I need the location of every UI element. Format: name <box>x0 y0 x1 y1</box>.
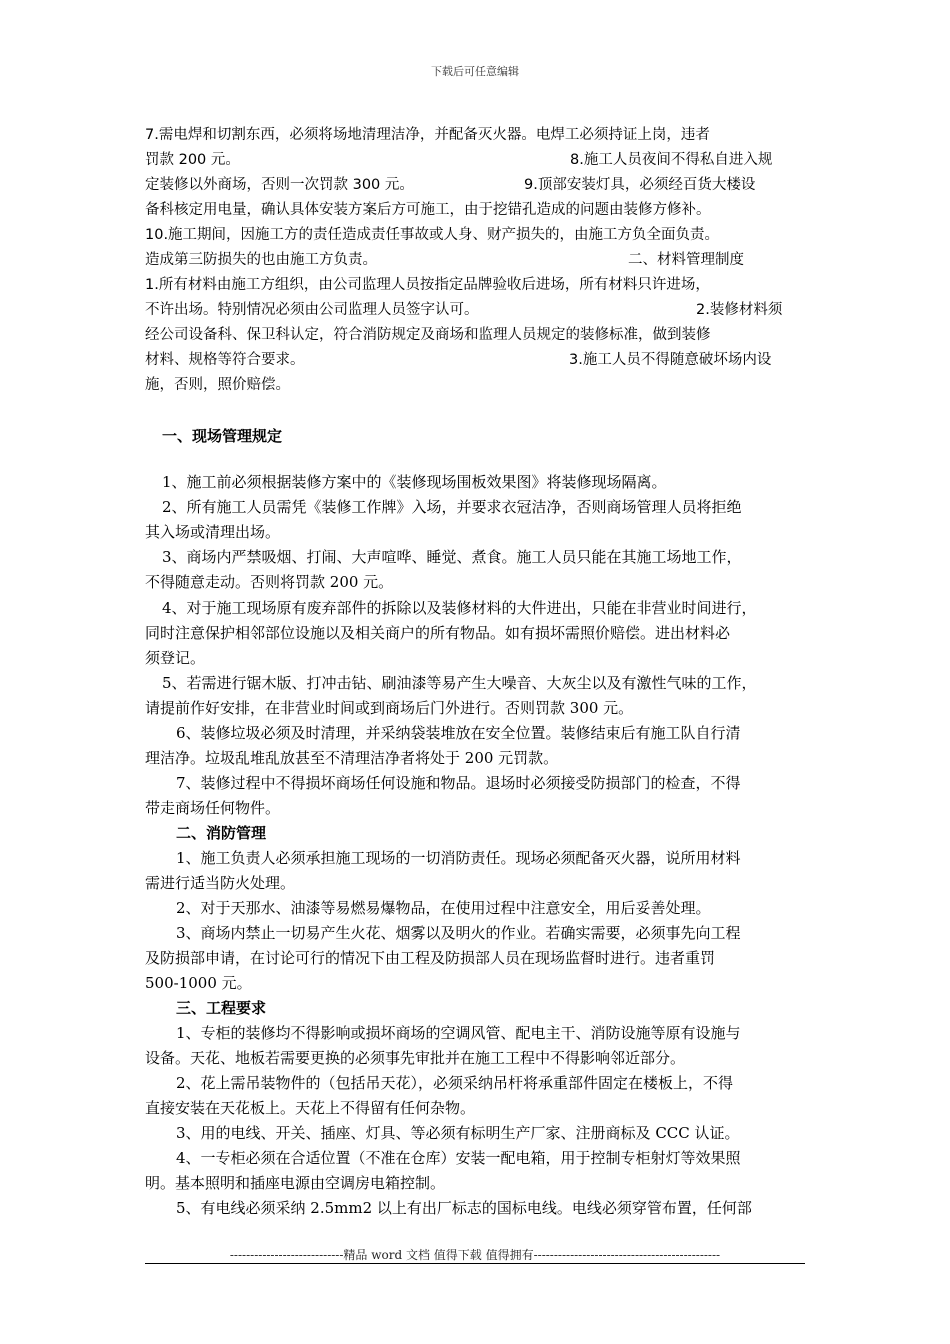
text-line: 7.需电焊和切割东西，必须将场地清理洁净，并配备灭火器。电焊工必须持证上岗，违者 <box>145 127 710 143</box>
paragraph-line: 6、装修垃圾必须及时清理，并采纳袋装堆放在安全位置。装修结束后有施工队自行清 <box>176 724 741 742</box>
paragraph-line: 3、商场内禁止一切易产生火花、烟雾以及明火的作业。若确实需要，必须事先向工程 <box>176 924 741 942</box>
paragraph-line: 2、所有施工人员需凭《装修工作牌》入场，并要求衣冠洁净，否则商场管理人员将拒绝 <box>162 498 742 516</box>
paragraph-line: 其入场或清理出场。 <box>145 523 281 541</box>
paragraph-line: 不得随意走动。否则将罚款 200 元。 <box>145 573 394 591</box>
paragraph-line: 理洁净。垃圾乱堆乱放甚至不清理洁净者将处于 200 元罚款。 <box>145 749 559 767</box>
text-line: 不许出场。特别情况必须由公司监理人员签字认可。 <box>145 302 479 318</box>
section-title: 三、工程要求 <box>176 999 267 1017</box>
paragraph-line: 5、若需进行锯木版、打冲击钻、刷油漆等易产生大噪音、大灰尘以及有激性气味的工作， <box>162 674 757 692</box>
text-line: 施，否则，照价赔偿。 <box>145 377 290 393</box>
paragraph-line: 直接安装在天花板上。天花上不得留有任何杂物。 <box>145 1099 476 1117</box>
paragraph-line: 3、商场内严禁吸烟、打闹、大声喧哗、睡觉、煮食。施工人员只能在其施工场地工作， <box>162 548 742 566</box>
text-line: 10.施工期间，因施工方的责任造成责任事故或人身、财产损失的，由施工方负全面负责。 <box>145 227 720 243</box>
paragraph-line: 明。基本照明和插座电源由空调房电箱控制。 <box>145 1174 446 1192</box>
text-line: 2.装修材料须 <box>696 302 783 318</box>
paragraph-line: 2、花上需吊装物件的（包括吊天花），必须采纳吊杆将承重部件固定在楼板上，不得 <box>176 1074 734 1092</box>
text-line: 1.所有材料由施工方组织，由公司监理人员按指定品牌验收后进场，所有材料只许进场， <box>145 277 710 293</box>
paragraph-line: 设备。天花、地板若需要更换的必须事先审批并在施工工程中不得影响邻近部分。 <box>145 1049 686 1067</box>
section-heading-inline: 二、材料管理制度 <box>628 252 744 268</box>
paragraph-line: 1、施工前必须根据装修方案中的《装修现场围板效果图》将装修现场隔离。 <box>162 473 667 491</box>
text-line: 罚款 200 元。 <box>145 152 240 168</box>
text-line: 8.施工人员夜间不得私自进入规 <box>570 152 773 168</box>
paragraph-line: 带走商场任何物件。 <box>145 799 281 817</box>
paragraph-line: 4、一专柜必须在合适位置（不准在仓库）安装一配电箱，用于控制专柜射灯等效果照 <box>176 1149 741 1167</box>
section-title: 二、消防管理 <box>176 824 267 842</box>
paragraph-line: 同时注意保护相邻部位设施以及相关商户的所有物品。如有损坏需照价赔偿。进出材料必 <box>145 624 731 642</box>
paragraph-line: 5、有电线必须采纳 2.5mm2 以上有出厂标志的国标电线。电线必须穿管布置，任何部 <box>176 1199 752 1217</box>
footer-rule <box>145 1263 805 1264</box>
page-footer: ----------------------------精品 word 文档 值得下载 值得拥有---------------------------------------------- <box>229 1248 721 1262</box>
text-line: 9.顶部安装灯具，必须经百货大楼设 <box>524 177 756 193</box>
text-line: 材料、规格等符合要求。 <box>145 352 305 368</box>
paragraph-line: 7、装修过程中不得损坏商场任何设施和物品。退场时必须接受防损部门的检查，不得 <box>176 774 741 792</box>
text-line: 经公司设备科、保卫科认定，符合消防规定及商场和监理人员规定的装修标准，做到装修 <box>145 327 711 343</box>
paragraph-line: 1、施工负责人必须承担施工现场的一切消防责任。现场必须配备灭火器，说所用材料 <box>176 849 741 867</box>
paragraph-line: 需进行适当防火处理。 <box>145 874 296 892</box>
text-line: 备科核定用电量，确认具体安装方案后方可施工，由于挖错孔造成的问题由装修方修补。 <box>145 202 711 218</box>
paragraph-line: 请提前作好安排，在非营业时间或到商场后门外进行。否则罚款 300 元。 <box>145 699 634 717</box>
section-title: 一、现场管理规定 <box>162 427 283 445</box>
paragraph-line: 2、对于天那水、油漆等易燃易爆物品，在使用过程中注意安全，用后妥善处理。 <box>176 899 711 917</box>
paragraph-line: 500-1000 元。 <box>145 974 252 992</box>
text-line: 造成第三防损失的也由施工方负责。 <box>145 252 377 268</box>
paragraph-line: 须登记。 <box>145 649 206 667</box>
text-line: 3.施工人员不得随意破坏场内设 <box>569 352 772 368</box>
paragraph-line: 4、对于施工现场原有废弃部件的拆除以及装修材料的大件进出，只能在非营业时间进行， <box>162 599 757 617</box>
paragraph-line: 1、专柜的装修均不得影响或损坏商场的空调风管、配电主干、消防设施等原有设施与 <box>176 1024 741 1042</box>
paragraph-line: 3、用的电线、开关、插座、灯具、等必须有标明生产厂家、注册商标及 CCC 认证。 <box>176 1124 740 1142</box>
paragraph-line: 及防损部申请，在讨论可行的情况下由工程及防损部人员在现场监督时进行。违者重罚 <box>145 949 716 967</box>
text-line: 定装修以外商场，否则一次罚款 300 元。 <box>145 177 414 193</box>
page-header: 下载后可任意编辑 <box>431 65 519 78</box>
